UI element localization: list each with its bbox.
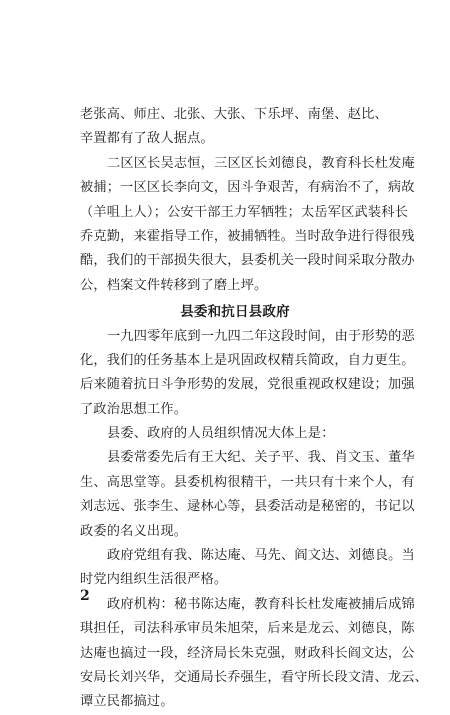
text-line: 老张高、师庄、北张、大张、下乐坪、南堡、赵比、 (80, 107, 388, 122)
section-heading: 县委和抗日县政府 (180, 304, 290, 321)
text-line: 时党内组织生活很严格。 (80, 572, 228, 588)
text-line: 后来随着抗日斗争形势的发展，党很重视政权建设；加强 (80, 377, 415, 393)
text-line: 酷，我们的干部损失很大，县委机关一段时间采取分散办 (80, 253, 415, 269)
text-line: 政府党组有我、陈达庵、马先、阎文达、刘德良。当 (107, 548, 415, 564)
text-line: 二区区长吴志恒，三区区长刘德良，教育科长杜发庵 (107, 155, 415, 171)
text-line: 生、高思堂等。县委机构很精干，一共只有十来个人，有 (80, 474, 415, 490)
text-line: 谭立民都搞过。 (80, 694, 174, 710)
text-line: 琪担任，司法科承审员朱旭荣，后来是龙云、刘德良，陈 (80, 621, 415, 637)
page-number: 2 (80, 588, 90, 604)
text-line: 刘志远、张李生、逯林心等，县委活动是秘密的，书记以 (80, 499, 415, 515)
text-line: 达庵也搞过一段，经济局长朱克强，财政科长阎文达，公 (80, 645, 415, 661)
text-line: 公，档案文件转移到了磨上坪。 (80, 277, 268, 293)
text-line: 县委常委先后有王大纪、关子平、我、肖文玉、董华 (107, 450, 415, 466)
text-line: 安局长刘兴华，交通局长乔强生，看守所长段文清、龙云、 (80, 669, 429, 685)
text-line: 政委的名义出现。 (80, 523, 188, 539)
text-line: 一九四零年底到一九四二年这段时间，由于形势的恶 (107, 328, 415, 344)
text-line: 政府机构：秘书陈达庵，教育科长杜发庵被捕后成锦 (107, 596, 415, 612)
text-line: 被捕；一区区长李向文，因斗争艰苦，有病治不了，病故 (80, 180, 415, 196)
text-line: 了政治思想工作。 (80, 401, 188, 417)
text-line: 化，我们的任务基本上是巩固政权精兵简政，自力更生。 (80, 352, 415, 368)
text-line: （羊咀上人）；公安干部王力军牺牲；太岳军区武装科长 (80, 204, 409, 220)
text-line: 乔克勤，来霍指导工作，被捕牺牲。当时敌争进行得很残 (80, 228, 415, 244)
body-text (80, 103, 429, 715)
text-line: 县委、政府的人员组织情况大体上是： (107, 426, 335, 442)
text-line: 辛置都有了敌人据点。 (80, 131, 214, 147)
